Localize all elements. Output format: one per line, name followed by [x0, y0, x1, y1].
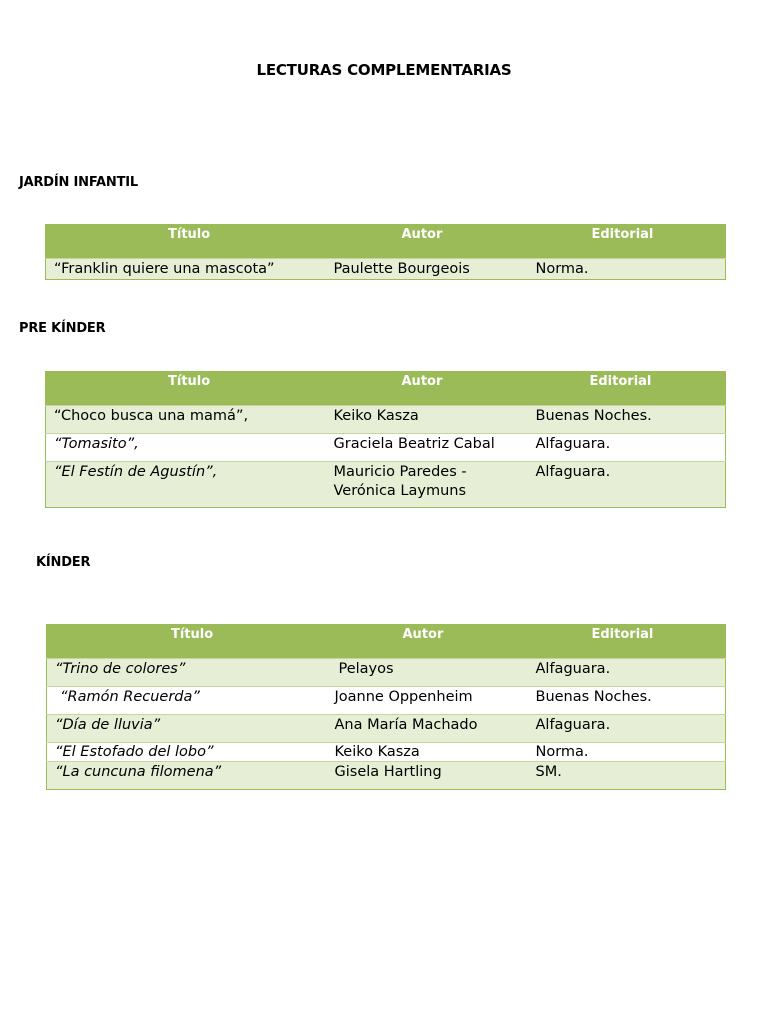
cell-editorial: Alfaguara. — [528, 659, 726, 687]
header-autor: Autor — [327, 625, 528, 659]
header-titulo: Título — [46, 372, 326, 406]
table-row — [47, 659, 726, 687]
table-header-row — [46, 372, 726, 406]
table-jardin-infantil — [45, 224, 726, 280]
cell-autor: Joanne Oppenheim — [327, 687, 528, 715]
header-editorial: Editorial — [528, 225, 726, 259]
cell-autor: Pelayos — [327, 659, 528, 687]
cell-autor: Gisela Hartling — [327, 762, 528, 790]
cell-editorial: Alfaguara. — [528, 462, 726, 508]
table-row — [46, 462, 726, 508]
cell-titulo: “Franklin quiere una mascota” — [46, 259, 326, 280]
header-editorial: Editorial — [528, 625, 726, 659]
cell-editorial: Buenas Noches. — [528, 687, 726, 715]
cell-titulo: “Tomasito”, — [46, 434, 326, 462]
table-pre-kinder — [45, 371, 726, 508]
table-row — [46, 259, 726, 280]
cell-autor: Ana María Machado — [327, 715, 528, 743]
cell-titulo: “El Festín de Agustín”, — [46, 462, 326, 508]
cell-titulo: “Ramón Recuerda” — [47, 687, 327, 715]
cell-editorial: Norma. — [528, 743, 726, 762]
cell-editorial: Alfaguara. — [528, 715, 726, 743]
cell-editorial: SM. — [528, 762, 726, 790]
header-editorial: Editorial — [528, 372, 726, 406]
table-row — [47, 743, 726, 762]
cell-editorial: Buenas Noches. — [528, 406, 726, 434]
cell-autor: Keiko Kasza — [327, 743, 528, 762]
section-heading-pre-kinder: PRE KÍNDER — [19, 321, 106, 336]
cell-titulo: “La cuncuna filomena” — [47, 762, 327, 790]
cell-editorial: Norma. — [528, 259, 726, 280]
cell-autor: Paulette Bourgeois — [326, 259, 528, 280]
header-autor: Autor — [326, 372, 528, 406]
table-row — [46, 406, 726, 434]
cell-autor: Graciela Beatriz Cabal — [326, 434, 528, 462]
section-heading-kinder: KÍNDER — [36, 555, 91, 570]
table-row — [47, 715, 726, 743]
cell-titulo: “Día de lluvia” — [47, 715, 327, 743]
table-row — [47, 762, 726, 790]
cell-titulo: “Choco busca una mamá”, — [46, 406, 326, 434]
header-autor: Autor — [326, 225, 528, 259]
cell-editorial: Alfaguara. — [528, 434, 726, 462]
cell-titulo: “Trino de colores” — [47, 659, 327, 687]
document-title: LECTURAS COMPLEMENTARIAS — [256, 61, 512, 79]
cell-titulo: “El Estofado del lobo” — [47, 743, 327, 762]
cell-autor: Mauricio Paredes - Verónica Laymuns — [326, 462, 528, 508]
table-kinder — [46, 624, 726, 790]
cell-autor: Keiko Kasza — [326, 406, 528, 434]
table-header-row — [46, 225, 726, 259]
header-titulo: Título — [47, 625, 327, 659]
header-titulo: Título — [46, 225, 326, 259]
table-row — [47, 687, 726, 715]
table-header-row — [47, 625, 726, 659]
section-heading-jardin-infantil: JARDÍN INFANTIL — [19, 175, 138, 190]
table-row — [46, 434, 726, 462]
